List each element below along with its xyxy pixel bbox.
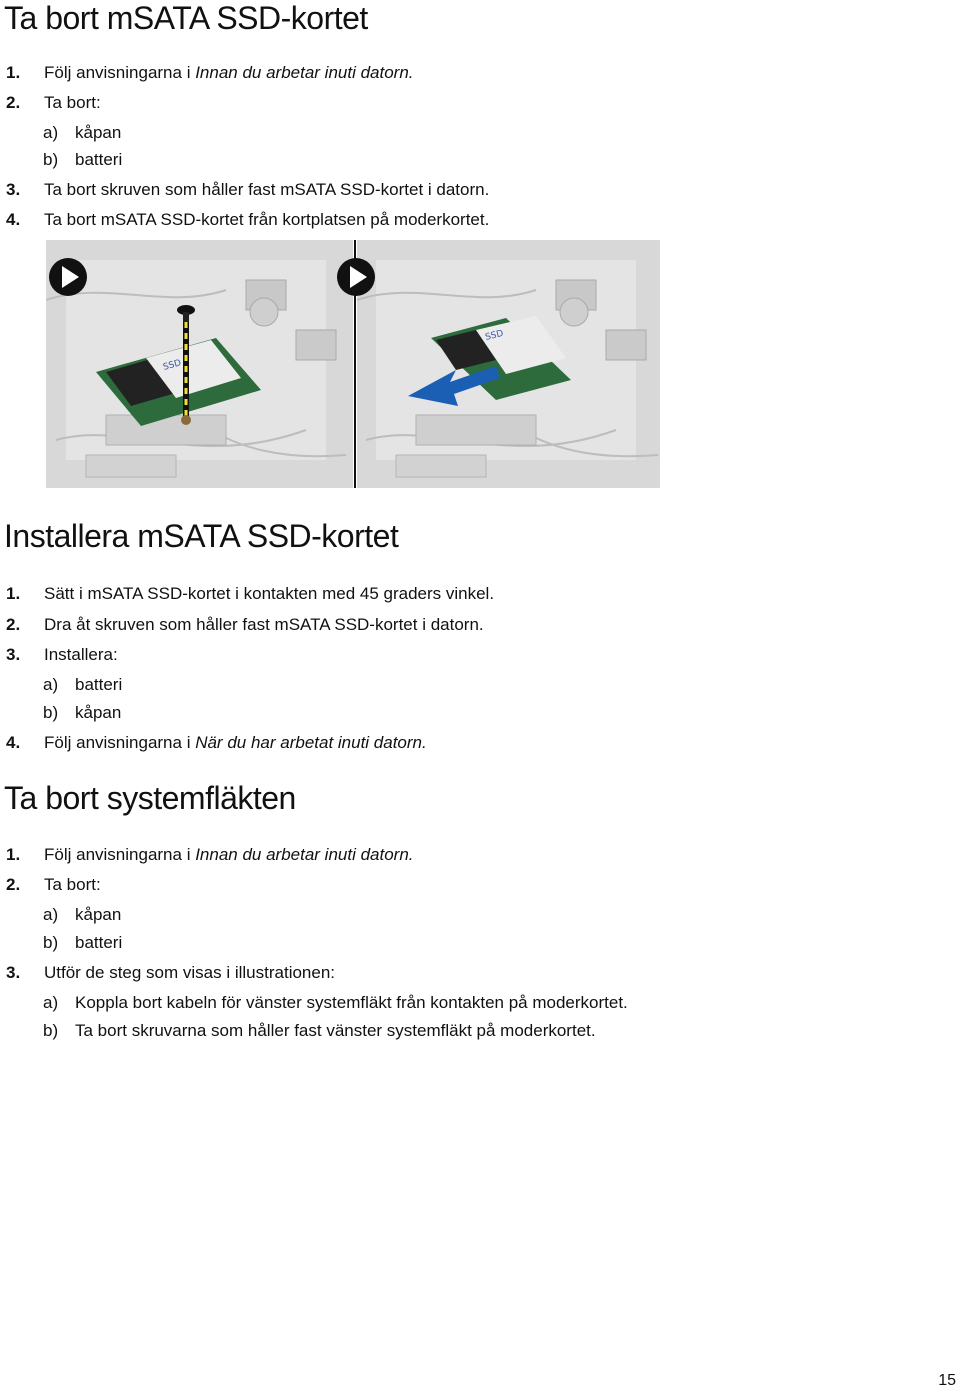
substep-letter: a)	[43, 905, 59, 924]
step-1	[6, 845, 414, 865]
substep-letter: b)	[43, 933, 59, 952]
substep-a	[43, 123, 121, 143]
step-number: 2.	[6, 93, 21, 112]
step-text: Installera:	[44, 645, 118, 664]
substep-text: kåpan	[75, 905, 122, 924]
page-number: 15	[938, 1372, 956, 1389]
substep-text: Ta bort skruvarna som håller fast vänster systemfläkt på moderkortet.	[75, 1021, 596, 1040]
substep-letter: a)	[43, 123, 59, 142]
substep-text: Koppla bort kabeln för vänster systemfläkt från kontakten på moderkortet.	[75, 993, 628, 1012]
step-text: Följ anvisningarna i	[44, 733, 196, 752]
section-title-remove-fan: Ta bort systemfläkten	[4, 780, 296, 816]
step-text: Ta bort skruven som håller fast mSATA SSD-kortet i datorn.	[44, 180, 490, 199]
step-number: 3.	[6, 645, 21, 664]
step-link-before-working[interactable]: Innan du arbetar inuti datorn.	[195, 63, 414, 82]
section-title-install-msata: Installera mSATA SSD-kortet	[4, 518, 399, 554]
step-number: 1.	[6, 845, 21, 864]
substep-text: kåpan	[75, 123, 122, 142]
step-text: Ta bort mSATA SSD-kortet från kortplatsen på moderkortet.	[44, 210, 490, 229]
step-number: 4.	[6, 733, 21, 752]
play-icon	[49, 258, 87, 296]
substep-letter: a)	[43, 993, 59, 1012]
step-number: 2.	[6, 875, 21, 894]
substep-letter: b)	[43, 1021, 59, 1040]
substep-a	[43, 675, 122, 695]
section-title-remove-msata: Ta bort mSATA SSD-kortet	[4, 0, 368, 36]
substep-text: batteri	[75, 933, 123, 952]
substep-text: batteri	[75, 150, 123, 169]
substep-b	[43, 150, 122, 170]
step-2	[6, 93, 101, 113]
step-number: 2.	[6, 615, 21, 634]
substep-a	[43, 905, 121, 925]
substep-letter: b)	[43, 150, 59, 169]
substep-b	[43, 933, 122, 953]
svg-text:SSD: SSD	[162, 358, 183, 373]
step-text: Ta bort:	[44, 875, 101, 894]
substep-letter: a)	[43, 675, 59, 694]
step-text: Utför de steg som visas i illustrationen:	[44, 963, 336, 982]
substep-letter: b)	[43, 703, 59, 722]
step-number: 4.	[6, 210, 21, 229]
step-link-after-working[interactable]: När du har arbetat inuti datorn.	[195, 733, 427, 752]
step-number: 1.	[6, 584, 21, 603]
step-1	[6, 63, 414, 83]
step-text: Sätt i mSATA SSD-kortet i kontakten med 45 graders vinkel.	[44, 584, 495, 603]
svg-text:SSD: SSD	[484, 328, 505, 343]
step-4	[6, 733, 427, 753]
substep-text: kåpan	[75, 703, 122, 722]
substep-text: batteri	[75, 675, 123, 694]
substep-a	[43, 993, 628, 1013]
step-3	[6, 645, 118, 665]
msata-removal-illustration	[46, 240, 660, 488]
step-number: 1.	[6, 63, 21, 82]
step-number: 3.	[6, 180, 21, 199]
step-number: 3.	[6, 963, 21, 982]
step-text: Ta bort:	[44, 93, 101, 112]
step-4	[6, 210, 489, 230]
step-3	[6, 180, 489, 200]
substep-b	[43, 703, 121, 723]
substep-b	[43, 1021, 596, 1041]
step-3	[6, 963, 335, 983]
step-1	[6, 584, 494, 604]
step-2	[6, 615, 484, 635]
step-text: Följ anvisningarna i	[44, 845, 196, 864]
step-text: Följ anvisningarna i	[44, 63, 196, 82]
step-2	[6, 875, 101, 895]
step-link-before-working[interactable]: Innan du arbetar inuti datorn.	[195, 845, 414, 864]
step-text: Dra åt skruven som håller fast mSATA SSD-kortet i datorn.	[44, 615, 484, 634]
play-icon	[337, 258, 375, 296]
